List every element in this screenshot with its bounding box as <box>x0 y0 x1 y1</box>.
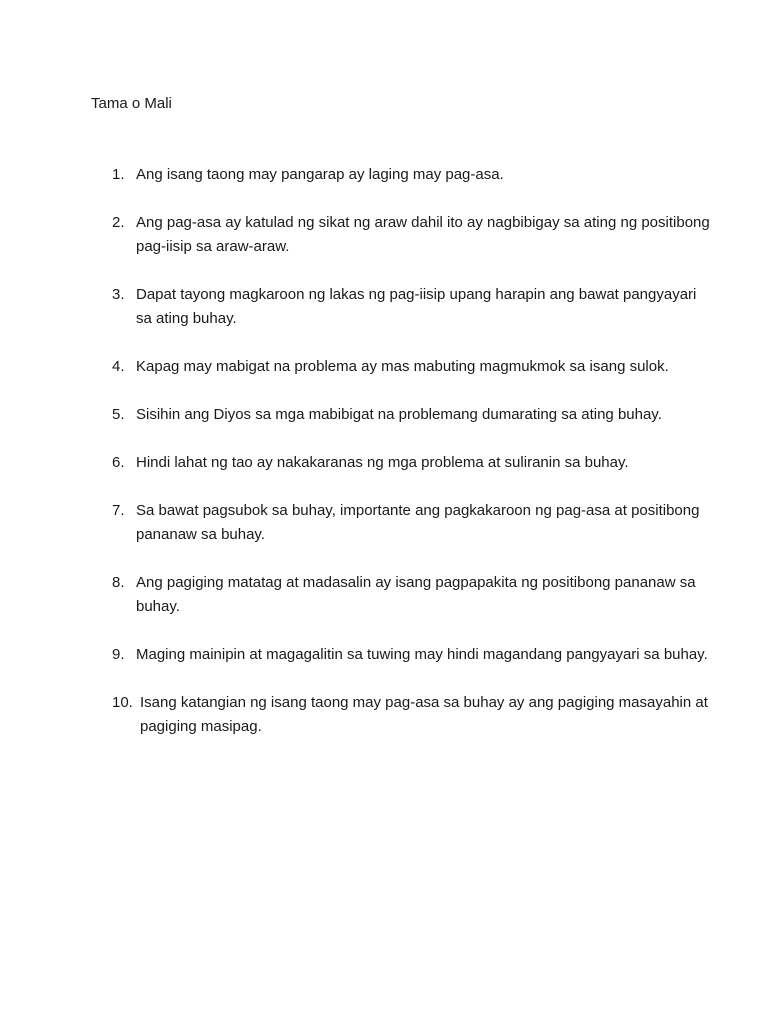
list-item <box>112 403 712 427</box>
item-text: Dapat tayong magkaroon ng lakas ng pag-iisip upang harapin ang bawat pangyayari sa ating buhay. <box>136 286 697 327</box>
item-text: Kapag may mabigat na problema ay mas mabuting magmukmok sa isang sulok. <box>136 358 669 375</box>
question-list <box>112 163 712 763</box>
item-text: Sa bawat pagsubok sa buhay, importante ang pagkakaroon ng pag-asa at positibong pananaw sa buhay. <box>136 502 700 543</box>
list-item <box>112 499 712 547</box>
item-number: 3. <box>112 286 125 303</box>
item-number: 1. <box>112 166 125 183</box>
item-number: 5. <box>112 406 125 423</box>
item-number: 4. <box>112 358 125 375</box>
list-item <box>112 283 712 331</box>
list-item <box>112 643 712 667</box>
item-text: Sisihin ang Diyos sa mga mabibigat na problemang dumarating sa ating buhay. <box>136 406 662 423</box>
item-text: Ang pag-asa ay katulad ng sikat ng araw dahil ito ay nagbibigay sa ating ng positibong pag-iisip sa araw-araw. <box>136 214 710 255</box>
list-item <box>112 163 712 187</box>
list-item <box>112 571 712 619</box>
item-number: 2. <box>112 214 125 231</box>
item-number: 7. <box>112 502 125 519</box>
item-text: Hindi lahat ng tao ay nakakaranas ng mga problema at suliranin sa buhay. <box>136 454 629 471</box>
item-number: 6. <box>112 454 125 471</box>
item-number: 10. <box>112 694 133 711</box>
item-text: Ang pagiging matatag at madasalin ay isang pagpapakita ng positibong pananaw sa buhay. <box>136 574 696 615</box>
item-number: 8. <box>112 574 125 591</box>
item-number: 9. <box>112 646 125 663</box>
document-title: Tama o Mali <box>91 95 172 112</box>
list-item <box>112 211 712 259</box>
item-text: Isang katangian ng isang taong may pag-asa sa buhay ay ang pagiging masayahin at pagiging masipag. <box>140 694 708 735</box>
item-text: Maging mainipin at magagalitin sa tuwing may hindi magandang pangyayari sa buhay. <box>136 646 708 663</box>
item-text: Ang isang taong may pangarap ay laging may pag-asa. <box>136 166 504 183</box>
list-item <box>112 451 712 475</box>
list-item <box>112 691 712 739</box>
list-item <box>112 355 712 379</box>
